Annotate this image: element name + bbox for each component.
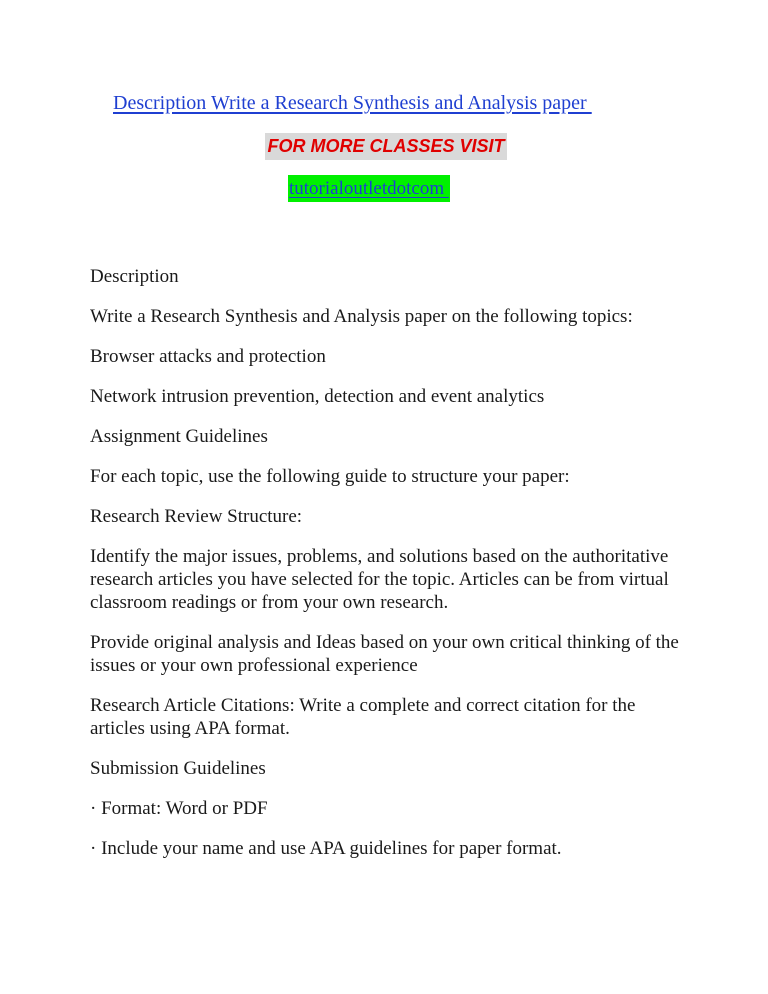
document-body bbox=[90, 265, 690, 877]
paragraph-citations: Research Article Citations: Write a complete and correct citation for the articles using APA format. bbox=[90, 695, 636, 739]
promo-banner: FOR MORE CLASSES VISIT bbox=[265, 133, 507, 160]
paragraph-assignment-heading: Assignment Guidelines bbox=[90, 426, 268, 447]
title-link[interactable]: Description Write a Research Synthesis and Analysis paper bbox=[113, 92, 592, 114]
paragraph-original-analysis: Provide original analysis and Ideas based on your own critical thinking of the issues or your own professional experience bbox=[90, 632, 679, 676]
paragraph-include-name: · Include your name and use APA guidelines for paper format. bbox=[90, 838, 562, 859]
paragraph-topic-browser: Browser attacks and protection bbox=[90, 346, 326, 367]
paragraph-submission-heading: Submission Guidelines bbox=[90, 758, 266, 779]
paragraph-format: · Format: Word or PDF bbox=[90, 798, 268, 819]
paragraph-topic-network: Network intrusion prevention, detection and event analytics bbox=[90, 386, 545, 407]
paragraph-description-heading: Description bbox=[90, 266, 179, 287]
paragraph-intro: Write a Research Synthesis and Analysis paper on the following topics: bbox=[90, 306, 633, 327]
paragraph-guide: For each topic, use the following guide to structure your paper: bbox=[90, 466, 570, 487]
paragraph-review-structure: Research Review Structure: bbox=[90, 506, 303, 527]
paragraph-identify-issues: Identify the major issues, problems, and solutions based on the authoritative research articles you have selected for the topic. Articles can be from virtual classroom readings or from your own research. bbox=[90, 546, 669, 613]
site-link[interactable]: tutorialoutletdotcom bbox=[288, 175, 450, 202]
